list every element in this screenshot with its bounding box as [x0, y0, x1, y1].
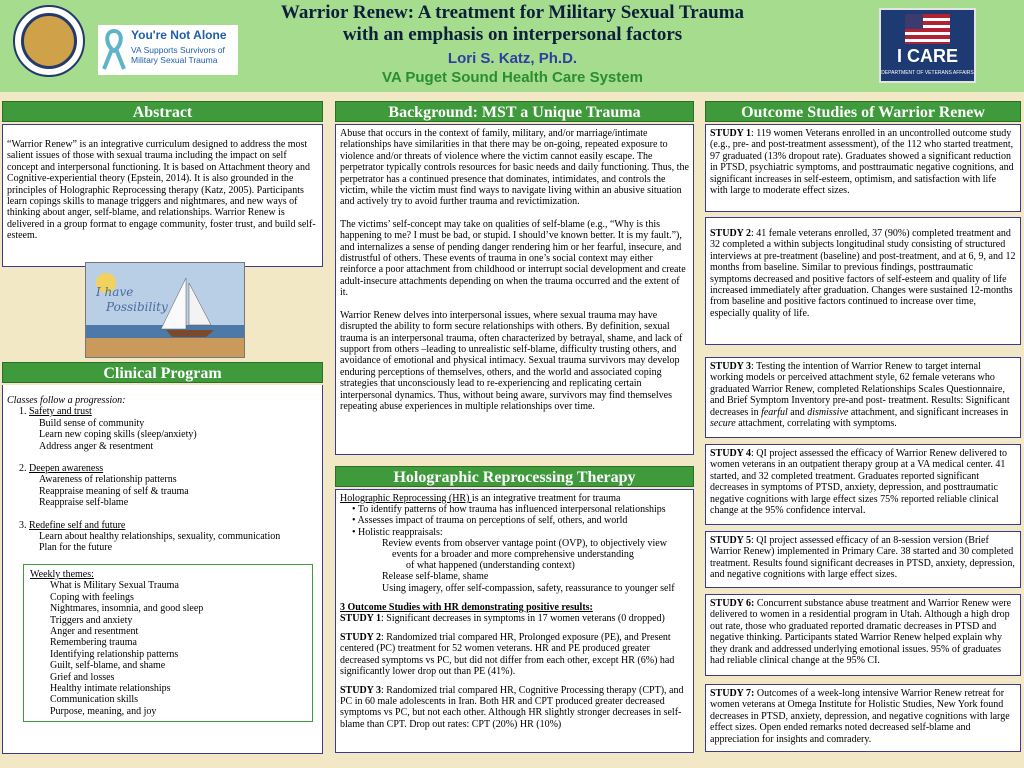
hr-bullet-text: To identify patterns of how trauma has influenced interpersonal relationships [357, 504, 666, 516]
hr-intro [340, 493, 689, 504]
hr-study-2 [340, 632, 689, 677]
i-care-subtext: DEPARTMENT OF VETERANS AFFAIRS [881, 70, 974, 76]
study-text: : Randomized trial compared HR, Cognitive Processing therapy (CPT), and PC in 60 male adolescents in Iran. Both HR and CPT produced greater decreased symptoms vs PC, but not each other. Although HR slightly stronger decreases in self-blame than CPT. Drop out rates: CPT (20%) HR (10%) [340, 685, 684, 730]
study-text: : 41 female veterans enrolled, 37 (90%) completed treatment and 32 completed a within subjects longitudinal study consisting of structured interviews at pre-treatment (baseline) and post-treatment, and at 6, 9, and 12 months from baseline. Similar to previous findings, posttraumatic symptoms decreased and positive factors of self-esteem and quality of life increased immediately after graduation. Changes were sustained 12-months from baseline and positive factors continued to increase over time, especially quality of life. [710, 228, 1016, 319]
study-label: STUDY 6: [710, 598, 755, 609]
study-label: STUDY 1 [710, 128, 752, 139]
weekly-themes-box [23, 564, 313, 722]
weekly-heading: Weekly themes: [30, 568, 94, 580]
sailboat-painting-image [86, 263, 245, 358]
phase-item: Address anger & resentment [39, 440, 154, 452]
study-text: : 119 women Veterans enrolled in an uncontrolled outcome study (e.g., pre- and post-treatment assessment), of the 112 who started treatment, 97 graduated (13% dropout rate). Graduates showed a significant reduction in PTSD, psychiatric symptoms, and posttraumatic negative cognitions, and significant increases in self-esteem, optimism, and satisfaction with life with large to moderate effect sizes. [710, 128, 1014, 197]
hr-bullet: • To identify patterns of how trauma has influenced interpersonal relationships [352, 504, 666, 516]
study-emphasis: dismissive [807, 406, 849, 418]
awareness-ribbon-icon [101, 29, 127, 71]
background-paragraph: Warrior Renew delves into interpersonal issues, where sexual trauma may have disrupted the ability to form secure relationships with others. By definition, sexual trauma is an interpersonal trauma, often characterized by betrayal, shame, and lack of support from others –leading to unrealistic self-blame, difficulty trusting others, and avoidance of emotional and physical intimacy. Sexual trauma survivors may develop enduring perceptions of themselves, others, and the world and associated coping strategies that unconsciously lead to re-experiencing and replicating certain interpersonal dynamics. Thus, without being aware, survivors may find themselves repeating abuse experiences in multiple relationships over time. [340, 309, 683, 412]
study-label: STUDY 3 [710, 361, 752, 372]
phase-item: Plan for the future [39, 542, 113, 554]
hr-intro-term: Holographic Reprocessing (HR) [340, 493, 472, 504]
title-line-2: with an emphasis on interpersonal factors [342, 24, 683, 45]
phase-num: 1. [19, 406, 27, 418]
phase-item: Awareness of relationship patterns [39, 474, 177, 486]
weekly-theme-item: Purpose, meaning, and joy [50, 705, 157, 717]
study-emphasis: secure [710, 418, 736, 430]
weekly-theme-item: Identifying relationship patterns [50, 648, 179, 660]
outcome-study-6 [705, 594, 1021, 676]
phase-item: Learn new coping skills (sleep/anxiety) [39, 429, 197, 441]
hr-box [335, 489, 694, 753]
author: Lori S. Katz, Ph.D. [447, 50, 578, 67]
affiliation: VA Puget Sound Health Care System [382, 69, 643, 86]
weekly-theme-item: Grief and losses [50, 671, 115, 683]
outcome-study-1 [705, 124, 1021, 212]
phase-item: Learn about healthy relationships, sexuality, communication [39, 531, 281, 543]
outcomes-heading: Outcome Studies of Warrior Renew [705, 101, 1021, 122]
phase-title: Deepen awareness [29, 463, 104, 475]
title-line-1: Warrior Renew: A treatment for Military Sexual Trauma [280, 2, 745, 23]
hr-bullet: • Holistic reappraisals: [352, 526, 443, 538]
phase-item: Build sense of community [39, 417, 145, 429]
weekly-theme-item: Remembering trauma [50, 637, 137, 649]
study-label: STUDY 4 [710, 448, 752, 459]
study-text: : Randomized trial compared HR, Prolonged exposure (PE), and Present centered (PC) treatment for 52 women veterans. HR and PE produced greater decreased symptoms vs PC, but did not differ from each other, except HR (6%) had significantly lower drop out than PE (41%). [340, 632, 675, 677]
weekly-list [30, 580, 306, 717]
study-text: : QI project assessed efficacy of an 8-session version (Brief Warrior Renew) implemented in Primary Care. 38 started and 30 completed treatment. Results found significant decreases in PTSD, anxiety, depression, and negative cognitions with large effect sizes. [710, 535, 1015, 581]
phase-3 [7, 520, 318, 531]
study-text: Concurrent substance abuse treatment and Warrior Renew were delivered to women in a residential program in Utah. Although a high drop out rate, those who graduated reported dramatic decreases in PTSD and negative thinking. Participants stated Warrior Renew helped explain why they drank and addressed underlying emotional issues. 95% of graduates had reliable clinical change at the 95% CI. [710, 598, 1012, 667]
study-text: attachment, and significant increases in [848, 406, 1009, 418]
phase-item: Reappraise self-blame [39, 497, 129, 509]
hr-bullet-text: Assesses impact of trauma on perceptions of self, others, and world [357, 515, 628, 527]
weekly-theme-item: Communication skills [50, 694, 139, 706]
weekly-theme-item: Guilt, self-blame, and shame [50, 660, 166, 672]
hr-intro-rest: is an integrative treatment for trauma [471, 493, 621, 504]
outcome-study-3 [705, 357, 1021, 438]
clinical-box [2, 385, 323, 754]
clinical-intro: Classes follow a progression: [7, 395, 126, 406]
weekly-theme-item: Coping with feelings [50, 591, 134, 603]
hr-subitem: Release self-blame, shame [382, 571, 489, 583]
outcome-study-4 [705, 444, 1021, 525]
outcome-study-2 [705, 217, 1021, 345]
study-label: STUDY 2 [710, 228, 752, 239]
svg-text:I have: I have [96, 285, 134, 299]
study-text: : Significant decreases in symptoms in 17 women veterans (0 dropped) [381, 613, 665, 625]
logo-subtitle: VA Supports Survivors of Military Sexual Trauma [131, 45, 225, 65]
background-box [335, 124, 694, 455]
poster-header [0, 0, 1024, 92]
va-seal-icon [13, 5, 85, 77]
abstract-heading: Abstract [2, 101, 323, 122]
weekly-theme-item: Nightmares, insomnia, and good sleep [50, 603, 204, 615]
i-care-text: I CARE [896, 46, 958, 66]
flag-icon [905, 14, 950, 44]
abstract-box [2, 124, 323, 267]
hr-subitem: of what happened (understanding context) [406, 560, 575, 572]
study-text: : Testing the intention of Warrior Renew to target internal working models or perceived attachment style, 62 female veterans who graduated Warrior Renew, completed Relationships Scales Questionnaire, and Brief Symptom Inventory pre-and post- treatment. Results: Significant decreases in [710, 361, 1010, 418]
study-label: STUDY 5 [710, 535, 752, 546]
phase-title: Safety and trust [29, 406, 92, 418]
study-text: attachment, correlating with symptoms. [735, 418, 897, 430]
logo-title: You're Not Alone [131, 28, 227, 42]
study-label: STUDY 2 [340, 632, 382, 644]
background-paragraph: Abuse that occurs in the context of family, military, and/or marriage/intimate relationships have similarities in that there may be on-going, repeated exposure to violence and/or threats of violence where the victim cannot easily escape. The perpetrator typically controls resources for basic needs and daily functioning. Thus, the perpetrator has a continued presence that dominates, intimidates, and controls the victim, while the victim must find ways to navigate living within an abusive situation and actively try to avoid further trauma and revictimization. [340, 128, 689, 208]
phase-item: Reappraise meaning of self & trauma [39, 485, 189, 497]
study-label: STUDY 1 [340, 613, 382, 625]
hr-study-3 [340, 685, 689, 730]
outcome-study-7 [705, 684, 1021, 752]
weekly-theme-item: Anger and resentment [50, 625, 139, 637]
study-label: STUDY 3 [340, 685, 382, 697]
weekly-theme-item: What is Military Sexual Trauma [50, 580, 179, 592]
hr-study-1 [340, 613, 689, 624]
study-text: and [787, 406, 808, 418]
clinical-heading: Clinical Program [2, 362, 323, 383]
hr-outcomes-heading: 3 Outcome Studies with HR demonstrating positive results: [340, 601, 593, 613]
phase-num: 3. [19, 519, 27, 531]
study-label: STUDY 7: [710, 688, 755, 699]
background-heading: Background: MST a Unique Trauma [335, 101, 694, 122]
phase-2 [7, 463, 318, 474]
phase-num: 2. [19, 463, 27, 475]
youre-not-alone-logo [98, 25, 238, 75]
weekly-theme-item: Healthy intimate relationships [50, 682, 171, 694]
sailboat-painting [85, 262, 245, 358]
hr-heading: Holographic Reprocessing Therapy [335, 466, 694, 487]
phase-title: Redefine self and future [29, 519, 126, 531]
study-text: : QI project assessed the efficacy of Warrior Renew delivered to women veterans in an outpatient therapy group at a VA medical center. 41 started, and 32 completed treatment. Graduates reported significant decreases in symptoms of PTSD, anxiety, depression, and posttraumatic negative cognitions with large effect sizes 75% reported reliable clinical change at the 95% confidence interval. [710, 448, 1007, 517]
hr-subitem: events for a broader and more comprehensive understanding [392, 549, 634, 561]
study-text: Outcomes of a week-long intensive Warrior Renew retreat for women veterans at Omega Institute for Holistic Studies, New York found decreases in PTSD, anxiety, depression, and negative cognitions with large effect sizes. Open ended remarks noted decreased self-blame and appreciation for insights and comradery. [710, 688, 1010, 745]
hr-bullet: • Assesses impact of trauma on perceptions of self, others, and world [352, 515, 628, 527]
weekly-theme-item: Triggers and anxiety [50, 614, 133, 626]
phase-1 [7, 406, 318, 417]
hr-bullet-text: Holistic reappraisals: [358, 526, 443, 538]
hr-subitem: Using imagery, offer self-compassion, safety, reassurance to younger self [382, 582, 675, 594]
hr-subitem: Review events from observer vantage point (OVP), to objectively view [382, 537, 667, 549]
outcome-study-5 [705, 531, 1021, 588]
abstract-text: “Warrior Renew” is an integrative curriculum designed to address the most salient issues of those with sexual trauma including the impact on self concept and interpersonal functioning. It is based on Attachment theory and Cognitive-experiential theory (Epstein, 2014). It is also grounded in the principles of Holographic Reprocessing therapy (Katz, 2005). Participants learn copings skills to manage triggers and nightmares, and new ways of thinking about anger, self-blame, and relationships. Warrior Renew is delivered in a group format to engage community, foster trust, and build self-esteem. [7, 139, 316, 242]
background-paragraph: The victims’ self-concept may take on qualities of self-blame (e.g., “Why is this happening to me? I must be bad, or stupid. I should’ve known better. It is my fault.”), and internalizes a sense of pending danger rendering him or her fearful, insecure, and distrustful of others. These events of trauma in one’s social context may either reinforce a poor attachment from childhood or interrupt social development and create adult-insecure attachments depending on when the trauma occurred and the extent of it. [340, 218, 686, 299]
svg-text:Possibility: Possibility [106, 300, 168, 314]
i-care-logo [879, 8, 976, 83]
study-emphasis: fearful [761, 406, 788, 418]
poster-title [240, 2, 785, 46]
